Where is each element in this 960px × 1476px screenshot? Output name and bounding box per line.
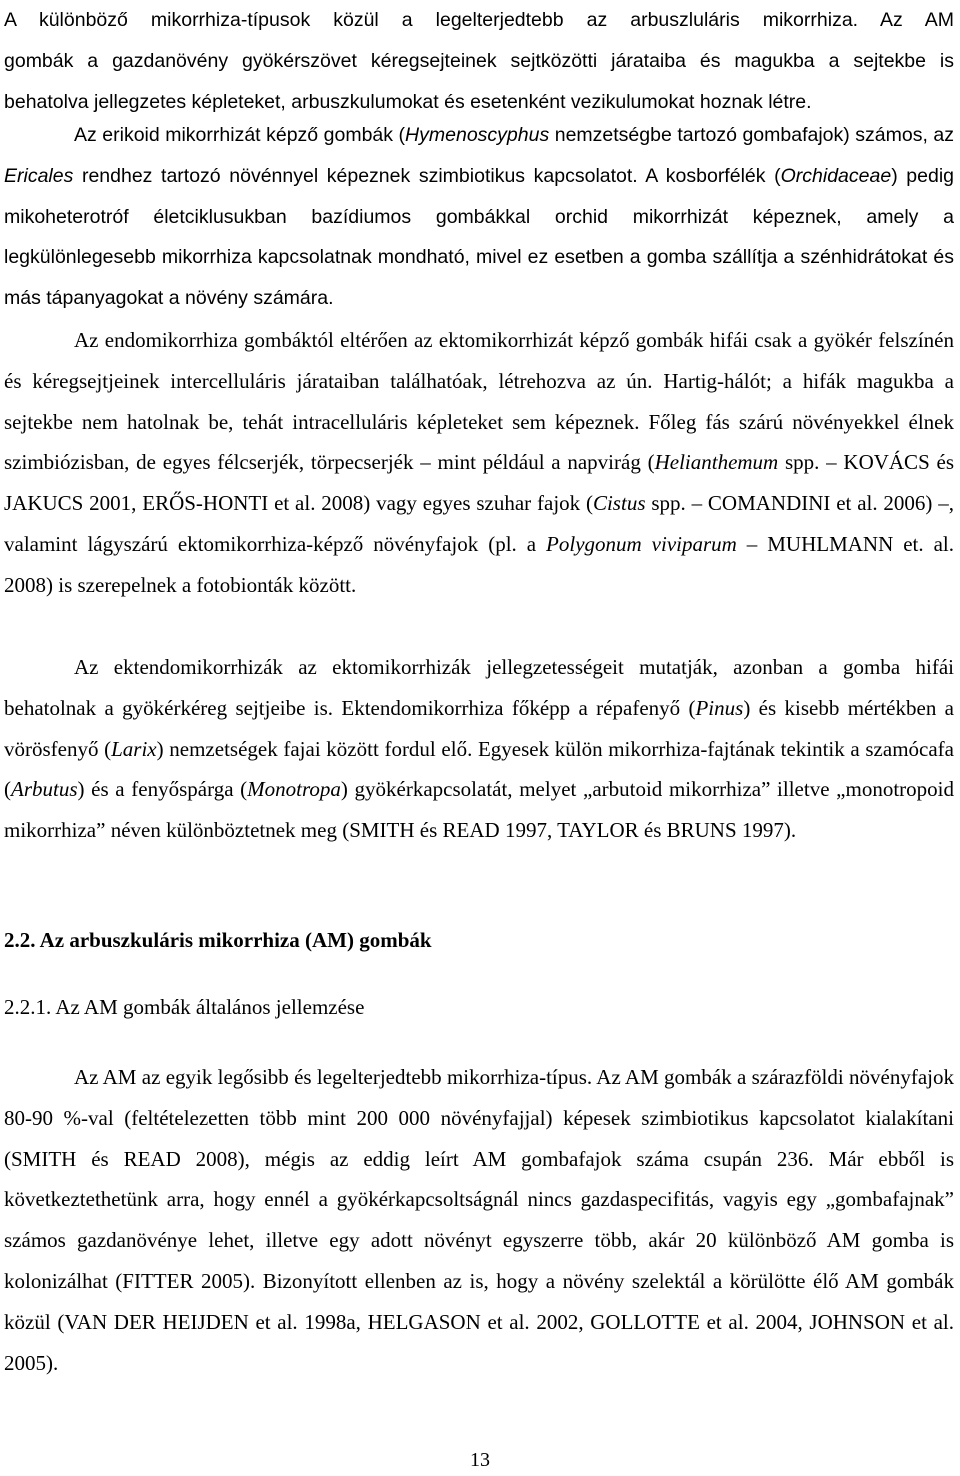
paragraph-am-general: Az AM az egyik legősibb és legelterjedtebb mikorrhiza-típus. Az AM gombák a szárazföldi növényfajok 80-90 %-val (feltételezetten több mint 200 000 növényfajjal) képesek szimbiotikus kapcsolatot kialakítani (SMITH és READ 2008), mégis az eddig leírt AM gombafajok száma csupán 236. Már ebből is következtethetünk arra, hogy ennél a gyökérkapcsoltságnál nincs gazdaspecifitás, vagyis egy „gombafajnak” számos gazdanövénye lehet, illetve egy adott növényt egyszerre több, akár 20 különböző AM gomba is kolonizálhat (FITTER 2005). Bizonyított ellenben az is, hogy a növény szelektál a körülötte élő AM gombák közül (VAN DER HEIJDEN et al. 1998a, HELGASON et al. 2002, GOLLOTTE et al. 2004, JOHNSON et al. 2005). bbox=[4, 1065, 954, 1375]
text-run: ) és kisebb mértékben a vörösfenyő ( bbox=[4, 695, 960, 761]
text-run: Az ektendomikorrhizák az ektomikorrhizák jellegzetességeit mutatják, azonban a gomba hifái behatolnak a gyökérkéreg sejtjeibe is. Ektendomikorrhiza főképp a répafenyő ( bbox=[4, 655, 960, 720]
subsection-heading: 2.2.1. Az AM gombák általános jellemzése bbox=[4, 995, 365, 1019]
text-run: spp. – COMANDINI et al. 2006) –, valamint lágyszárú ektomikorrhiza-képző növényfajok (pl. a bbox=[4, 491, 960, 556]
text-line: behatolva jellegzetes képleteket, arbuszkulumokat és esetenként vezikulumokat hoznak létre. bbox=[4, 90, 812, 113]
text-run: – MUHLMANN et. al. 2008) is szerepelnek a fotobionták között. bbox=[4, 531, 960, 597]
species-name: Polygonum viviparum bbox=[546, 531, 737, 556]
text-line: A különböző mikorrhiza-típusok közül a legelterjedtebb az arbuszluláris mikorrhiza. Az AM bbox=[4, 9, 954, 31]
text-run: ) és a fenyőspárga ( bbox=[77, 777, 248, 802]
genus-name: Larix bbox=[111, 736, 157, 761]
genus-name: Monotropa bbox=[247, 777, 341, 802]
family-name: Orchidaceae bbox=[780, 164, 892, 187]
page-number: 13 bbox=[470, 1449, 490, 1471]
genus-name: Arbutus bbox=[11, 777, 78, 802]
paragraph-ectendomycorrhiza bbox=[4, 647, 960, 851]
paragraph-ectomycorrhiza bbox=[4, 320, 960, 606]
genus-name: Cistus bbox=[592, 491, 646, 516]
paragraph-ericoid-orchid bbox=[4, 115, 960, 319]
text-run: ) pedig mikoheterotróf életciklusukban bazídiumos gombákkal orchid mikorrhizát képeznek, amely a legkülönlegesebb mikorrhiza kapcsolatnak mondható, mivel ez esetben a gomba szállítja a szénhidrátokat és más tápanyagokat a növény számára. bbox=[4, 164, 960, 310]
text-run: Az erikoid mikorrhizát képző gombák ( bbox=[74, 124, 406, 146]
text-run: ) nemzetségek fajai között fordul elő. Egyesek külön mikorrhiza-fajtának tekintik a szamócafa ( bbox=[4, 736, 960, 802]
text-run: nemzetségbe tartozó gombafajok) számos, az bbox=[549, 124, 960, 146]
text-run: Az endomikorrhiza gombáktól eltérően az ektomikorrhizát képző gombák hifái csak a gyökér felszínén és kéregsejtjeinek intercelluláris járataiban találhatóak, létrehozva az ún. Hartig-hálót; a hifák magukba a sejtekbe nem hatolnak be, tehát intracelluláris képleteket sem képeznek. Főleg fás szárú növényekkel élnek szimbiózisban, de egyes félcserjék, törpecserjék – mint például a napvirág ( bbox=[4, 328, 960, 475]
order-name: Ericales bbox=[4, 164, 74, 187]
genus-name: Pinus bbox=[695, 695, 744, 720]
text-run: spp. – KOVÁCS és JAKUCS 2001, ERŐS-HONTI et al. 2008) vagy egyes szuhar fajok ( bbox=[4, 450, 960, 516]
section-heading: 2.2. Az arbuszkuláris mikorrhiza (AM) gombák bbox=[4, 928, 432, 952]
text-run: ) gyökérkapcsolatát, melyet „arbutoid mikorrhiza” illetve „monotropoid mikorrhiza” néven különböztetnek meg (SMITH és READ 1997, TAYLOR és BRUNS 1997). bbox=[4, 777, 960, 843]
genus-name: Hymenoscyphus bbox=[405, 124, 550, 146]
text-run: rendhez tartozó növénnyel képeznek szimbiotikus kapcsolatot. A kosborfélék ( bbox=[73, 164, 781, 187]
text-line: gombák a gazdanövény gyökérszövet kéregsejteinek sejtközötti járataiba és magukba a sejtekbe is bbox=[4, 49, 954, 72]
paragraph-mycorrhiza-types bbox=[4, 0, 954, 122]
genus-name: Helianthemum bbox=[654, 450, 779, 475]
